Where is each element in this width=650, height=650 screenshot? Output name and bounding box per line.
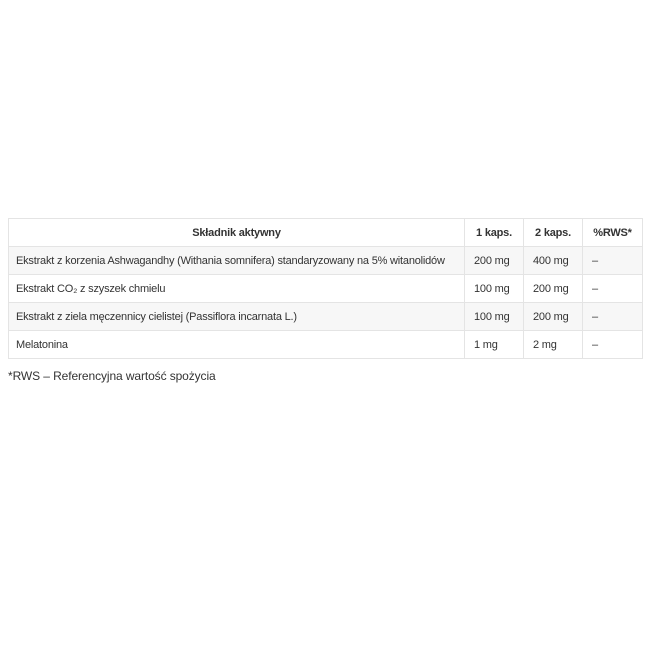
ingredient-name: Ekstrakt CO₂ z szyszek chmielu bbox=[9, 275, 465, 303]
rws-value: – bbox=[583, 247, 643, 275]
amount-2-kaps: 200 mg bbox=[524, 275, 583, 303]
amount-2-kaps: 200 mg bbox=[524, 303, 583, 331]
column-header-1-kaps: 1 kaps. bbox=[465, 219, 524, 247]
supplement-facts-section bbox=[8, 218, 642, 383]
table-row-melatonin bbox=[9, 331, 643, 359]
rws-value: – bbox=[583, 303, 643, 331]
rws-footnote: *RWS – Referencyjna wartość spożycia bbox=[8, 369, 216, 383]
amount-2-kaps: 2 mg bbox=[524, 331, 583, 359]
table-header-row bbox=[9, 219, 643, 247]
rws-value: – bbox=[583, 275, 643, 303]
table-row-passiflora bbox=[9, 303, 643, 331]
column-header-2-kaps: 2 kaps. bbox=[524, 219, 583, 247]
table-row-hops-extract bbox=[9, 275, 643, 303]
column-header-rws: %RWS* bbox=[583, 219, 643, 247]
amount-1-kaps: 1 mg bbox=[465, 331, 524, 359]
amount-2-kaps: 400 mg bbox=[524, 247, 583, 275]
supplement-facts-table bbox=[8, 218, 643, 359]
table-row-ashwagandha bbox=[9, 247, 643, 275]
ingredient-name: Ekstrakt z korzenia Ashwagandhy (Withania somnifera) standaryzowany na 5% witanolidów bbox=[9, 247, 465, 275]
amount-1-kaps: 200 mg bbox=[465, 247, 524, 275]
amount-1-kaps: 100 mg bbox=[465, 275, 524, 303]
ingredient-name: Melatonina bbox=[9, 331, 465, 359]
amount-1-kaps: 100 mg bbox=[465, 303, 524, 331]
column-header-ingredient: Składnik aktywny bbox=[9, 219, 465, 247]
ingredient-name: Ekstrakt z ziela męczennicy cielistej (Passiflora incarnata L.) bbox=[9, 303, 465, 331]
rws-value: – bbox=[583, 331, 643, 359]
